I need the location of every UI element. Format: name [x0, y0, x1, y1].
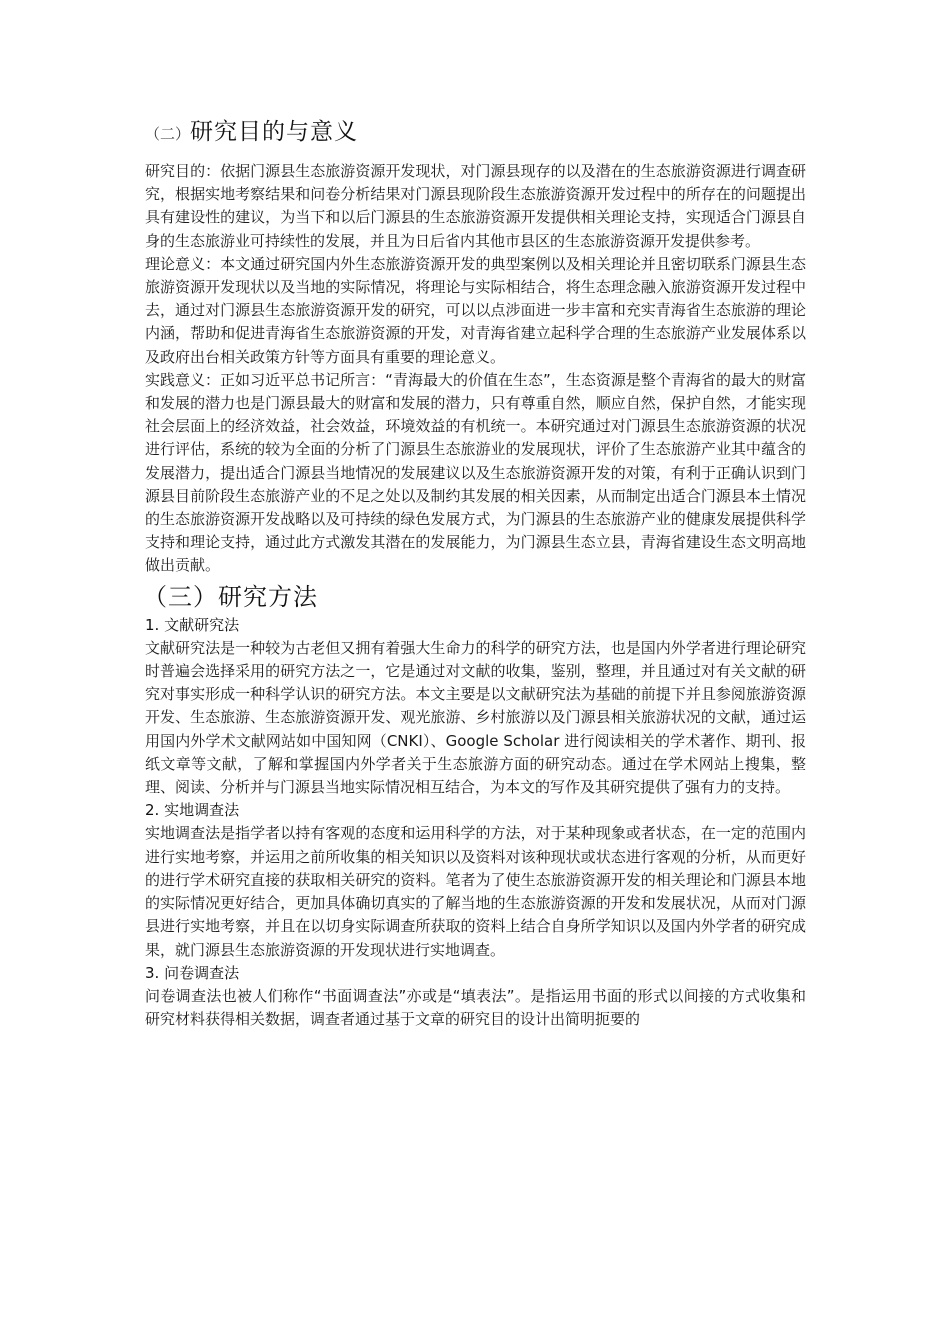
- method-heading-literature: 1. 文献研究法: [145, 615, 240, 634]
- paragraph-literature-method: 文献研究法是一种较为古老但又拥有着强大生命力的科学的研究方法，也是国内外学者进行理论研究时普遍会选择采用的研究方法之一，它是通过对文献的收集，鉴别，整理，并且通过对有关文献的研究对事实形成一种科学认识的研究方法。本文主要是以文献研究法为基础的前提下并且参阅旅游资源开发、生态旅游、生态旅游资源开发、观光旅游、乡村旅游以及门源县相关旅游状况的文献，通过运用国内外学术文献网站如中国知网（CNKI）、Google Scholar 进行阅读相关的学术著作、期刊、报纸文章等文献，了解和掌握国内外学者关于生态旅游方面的研究动态。通过在学术网站上搜集，整理、阅读、分析并与门源县当地实际情况相互结合，为本文的写作及其研究提供了强有力的支持。: [145, 638, 806, 797]
- paragraph-questionnaire-method: 问卷调查法也被人们称作“书面调查法”亦或是“填表法”。是指运用书面的形式以间接的方式收集和研究材料获得相关数据，调查者通过基于文章的研究目的设计出简明扼要的: [145, 986, 806, 1029]
- page-content: [145, 112, 806, 1031]
- section-heading-title: 研究目的与意义: [190, 119, 359, 145]
- section-heading-prefix: （二）: [145, 125, 191, 143]
- section-heading-methods: （三）研究方法: [143, 582, 318, 611]
- paragraph-theoretical-significance: 理论意义：本文通过研究国内外生态旅游资源开发的典型案例以及相关理论并且密切联系门源县生态旅游资源开发现状以及当地的实际情况，将理论与实际相结合，将生态理念融入旅游资源开发过程中去，通过对门源县生态旅游资源开发的研究，可以以点涉面进一步丰富和充实青海省生态旅游的理论内涵，帮助和促进青海省生态旅游资源的开发，对青海省建立起科学合理的生态旅游产业发展体系以及政府出台相关政策方针等方面具有重要的理论意义。: [145, 254, 806, 366]
- method-heading-questionnaire: 3. 问卷调查法: [145, 963, 240, 982]
- section-heading-purpose: [145, 112, 806, 154]
- paragraph-practical-significance: 实践意义：正如习近平总书记所言：“青海最大的价值在生态”，生态资源是整个青海省的最大的财富和发展的潜力也是门源县最大的财富和发展的潜力，只有尊重自然，顺应自然，保护自然，才能实现社会层面上的经济效益，社会效益，环境效益的有机统一。本研究通过对门源县生态旅游资源的状况进行评估，系统的较为全面的分析了门源县生态旅游业的发展现状，评价了生态旅游产业其中蕴含的发展潜力，提出适合门源县当地情况的发展建议以及生态旅游资源开发的对策，有利于正确认识到门源县目前阶段生态旅游产业的不足之处以及制约其发展的相关因素，从而制定出适合门源县本土情况的生态旅游资源开发战略以及可持续的绿色发展方式，为门源县的生态旅游产业的健康发展提供科学支持和理论支持，通过此方式激发其潜在的发展能力，为门源县生态立县，青海省建设生态文明高地做出贡献。: [145, 370, 806, 575]
- paragraph-research-purpose: 研究目的：依据门源县生态旅游资源开发现状，对门源县现存的以及潜在的生态旅游资源进行调查研究，根据实地考察结果和问卷分析结果对门源县现阶段生态旅游资源开发过程中的所存在的问题提出具有建设性的建议，为当下和以后门源县的生态旅游资源开发提供相关理论支持，实现适合门源县自身的生态旅游业可持续性的发展，并且为日后省内其他市县区的生态旅游资源开发提供参考。: [145, 162, 806, 250]
- paragraph-field-survey-method: 实地调查法是指学者以持有客观的态度和运用科学的方法，对于某种现象或者状态，在一定的范围内进行实地考察，并运用之前所收集的相关知识以及资料对该种现状或状态进行客观的分析，从而更好的进行学术研究直接的获取相关研究的资料。笔者为了使生态旅游资源开发的相关理论和门源县本地的实际情况更好结合，更加具体确切真实的了解当地的生态旅游资源的开发和发展状况，从而对门源县进行实地考察，并且在以切身实际调查所获取的资料上结合自身所学知识以及国内外学者的研究成果，就门源县生态旅游资源的开发现状进行实地调查。: [145, 824, 806, 959]
- method-heading-field-survey: 2. 实地调查法: [145, 801, 240, 820]
